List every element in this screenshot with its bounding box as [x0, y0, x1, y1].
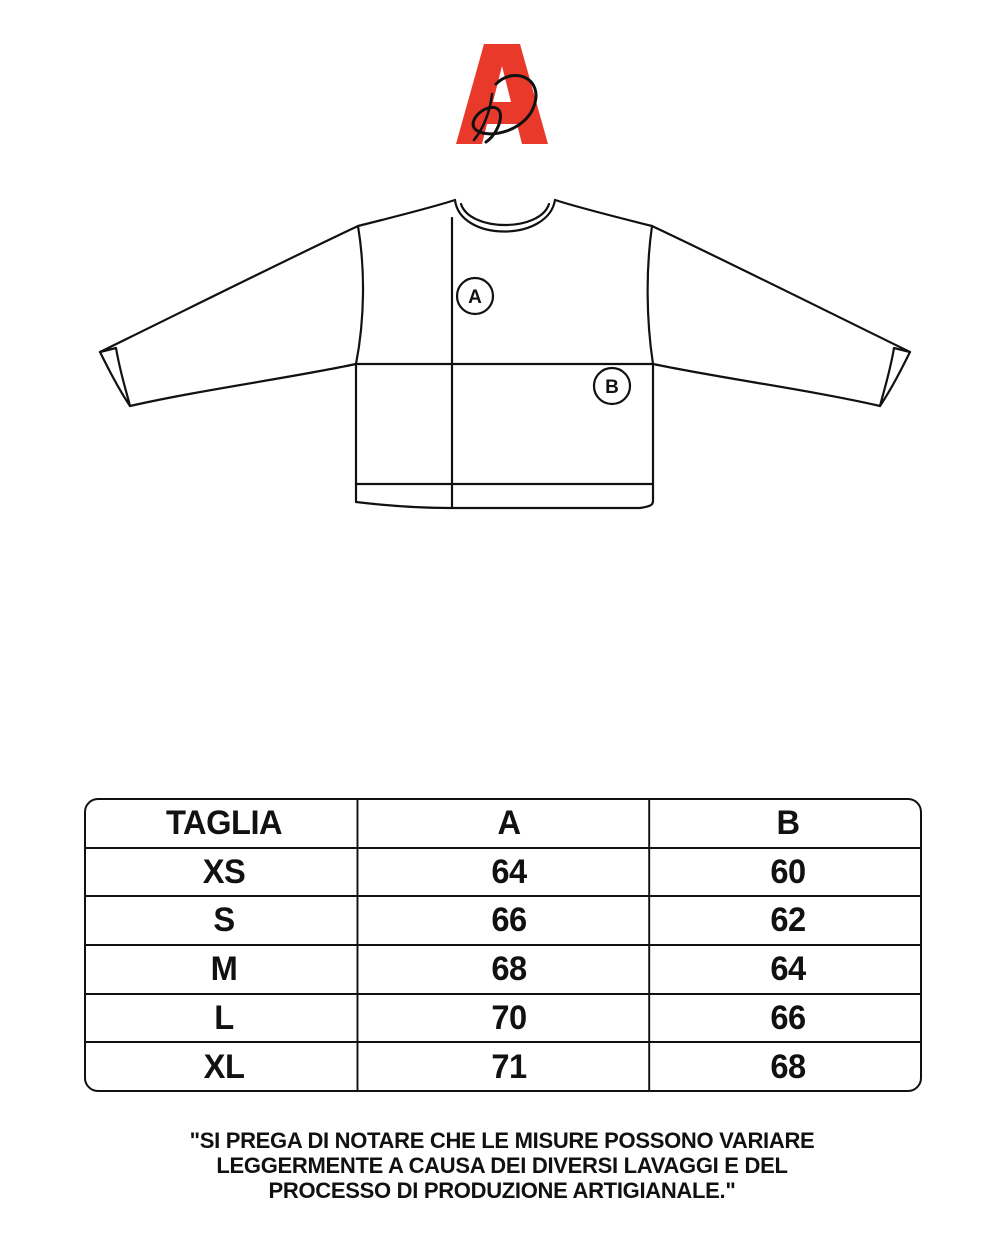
size-cell: M	[92, 946, 359, 993]
note-line: LEGGERMENTE A CAUSA DEI DIVERSI LAVAGGI E DEL	[216, 1153, 788, 1178]
sweater-body	[356, 200, 653, 508]
measure-b-cell: 66	[770, 998, 806, 1037]
measure-b-cell: 60	[770, 852, 806, 891]
note-line: "SI PREGA DI NOTARE CHE LE MISURE POSSONO VARIARE	[189, 1128, 815, 1153]
measure-a-cell: 70	[370, 995, 650, 1042]
table-row	[86, 897, 920, 946]
measure-b-cell: 68	[770, 1048, 806, 1087]
brand-logo	[456, 44, 548, 144]
header-taglia: TAGLIA	[92, 800, 359, 847]
table-row	[86, 946, 920, 995]
size-chart-table	[84, 798, 922, 1092]
measure-b-cell: 64	[770, 949, 806, 988]
header-b: B	[776, 803, 800, 842]
label-a: A	[468, 287, 482, 308]
size-cell: L	[92, 995, 359, 1042]
measure-a-cell: 71	[370, 1043, 650, 1092]
measure-a-cell: 68	[370, 946, 650, 993]
size-cell: XS	[92, 849, 359, 896]
table-row	[86, 849, 920, 898]
size-cell: S	[92, 897, 359, 944]
sweater-diagram	[90, 188, 920, 518]
table-header-row	[86, 800, 920, 849]
disclaimer-note	[100, 1128, 904, 1203]
label-b: B	[605, 377, 619, 398]
table-row	[86, 995, 920, 1044]
measure-a-cell: 66	[370, 897, 650, 944]
measure-a-cell: 64	[370, 849, 650, 896]
size-cell: XL	[92, 1043, 359, 1092]
note-line: PROCESSO DI PRODUZIONE ARTIGIANALE."	[268, 1178, 736, 1203]
measure-b-cell: 62	[770, 901, 806, 940]
header-a: A	[370, 800, 650, 847]
table-row	[86, 1043, 920, 1092]
